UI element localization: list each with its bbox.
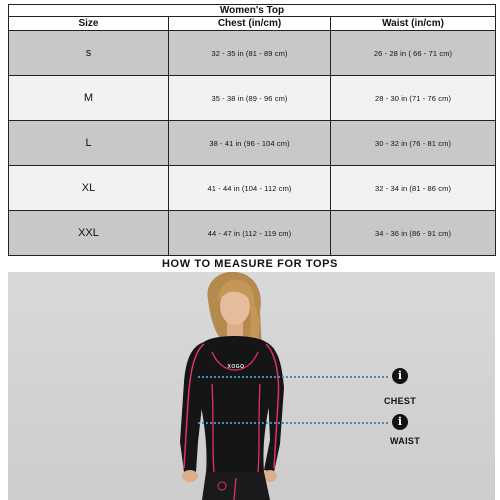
waist-cell: 30 - 32 in (76 - 81 cm) xyxy=(331,121,496,166)
waist-label: WAIST xyxy=(390,436,420,446)
table-row xyxy=(9,166,496,211)
chest-cell: 38 - 41 in (96 - 104 cm) xyxy=(169,121,331,166)
model-illustration xyxy=(8,272,495,500)
measure-photo xyxy=(8,272,495,500)
table-row xyxy=(9,211,496,256)
left-hand xyxy=(182,470,198,482)
size-cell: M xyxy=(9,76,169,121)
waist-cell: 28 - 30 in (71 - 76 cm) xyxy=(331,76,496,121)
measure-section-title: HOW TO MEASURE FOR TOPS xyxy=(162,258,338,270)
size-cell: XL xyxy=(9,166,169,211)
size-cell: L xyxy=(9,121,169,166)
table-caption: Women's Top xyxy=(9,5,496,17)
size-chart-table xyxy=(8,4,496,256)
size-column-header: Size xyxy=(9,17,169,31)
chest-cell: 32 - 35 in (81 - 89 cm) xyxy=(169,31,331,76)
chest-info-icon: i xyxy=(392,368,408,384)
waist-cell: 34 - 36 in (86 - 91 cm) xyxy=(331,211,496,256)
chest-cell: 41 - 44 in (104 - 112 cm) xyxy=(169,166,331,211)
waist-measure-line xyxy=(198,422,388,424)
chest-column-header: Chest (in/cm) xyxy=(169,17,331,31)
waist-cell: 26 - 28 in ( 66 - 71 cm) xyxy=(331,31,496,76)
left-sleeve xyxy=(180,342,204,472)
table-row xyxy=(9,76,496,121)
chest-label: CHEST xyxy=(384,396,417,406)
table-row xyxy=(9,121,496,166)
size-cell: s xyxy=(9,31,169,76)
waist-column-header: Waist (in/cm) xyxy=(331,17,496,31)
leggings xyxy=(202,472,270,500)
waist-cell: 32 - 34 in (81 - 86 cm) xyxy=(331,166,496,211)
waist-info-icon: i xyxy=(392,414,408,430)
chest-measure-line xyxy=(198,376,388,378)
shirt-brand-text: XOGO xyxy=(227,364,245,370)
chest-cell: 44 - 47 in (112 - 119 cm) xyxy=(169,211,331,256)
table-row xyxy=(9,31,496,76)
chest-cell: 35 - 38 in (89 - 96 cm) xyxy=(169,76,331,121)
size-cell: XXL xyxy=(9,211,169,256)
